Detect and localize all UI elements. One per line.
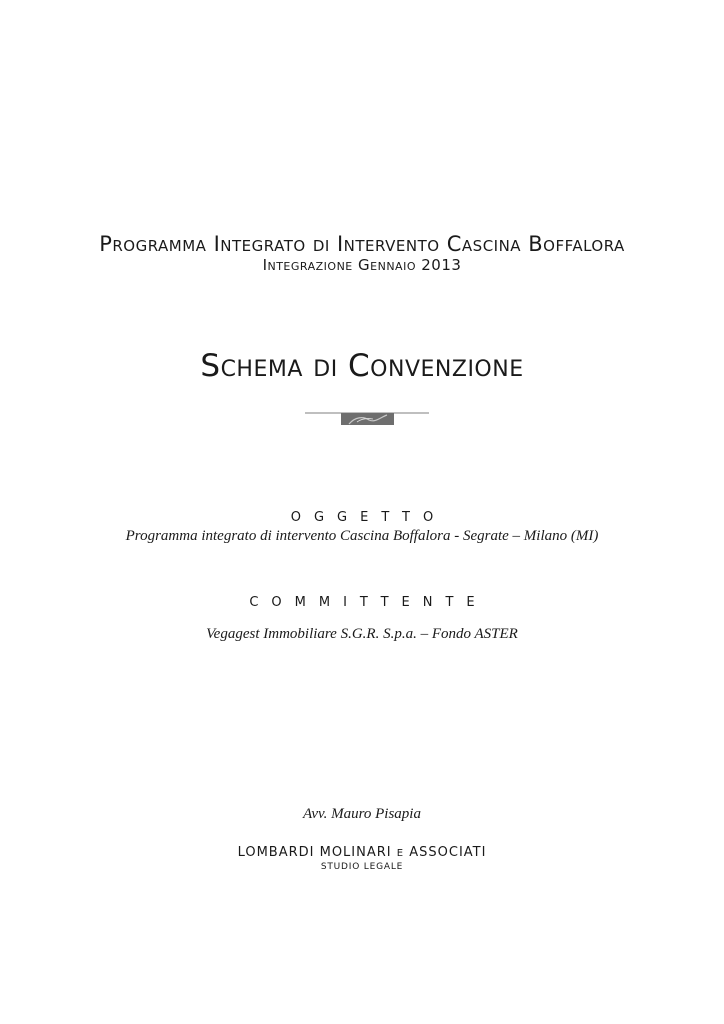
- committente-text: Vegagest Immobiliare S.G.R. S.p.a. – Fondo ASTER: [206, 626, 518, 642]
- document-title: Schema di Convenzione: [200, 348, 524, 384]
- firm-name-conjunction: E: [396, 848, 405, 859]
- ornament-divider-icon: [305, 408, 429, 426]
- author-name: Avv. Mauro Pisapia: [303, 806, 421, 822]
- program-title: Programma Integrato di Intervento Cascina Boffalora: [99, 232, 625, 256]
- program-subtitle: Integrazione Gennaio 2013: [262, 256, 462, 274]
- oggetto-heading: oggetto: [290, 505, 447, 526]
- oggetto-text: Programma integrato di intervento Cascina Boffalora - Segrate – Milano (MI): [125, 528, 599, 544]
- firm-name-part1: LOMBARDI MOLINARI: [237, 845, 392, 860]
- studio-label: STUDIO LEGALE: [320, 862, 404, 872]
- firm-name-part2: ASSOCIATI: [409, 845, 487, 860]
- firm-name: [0, 845, 724, 860]
- committente-heading: committente: [249, 590, 488, 611]
